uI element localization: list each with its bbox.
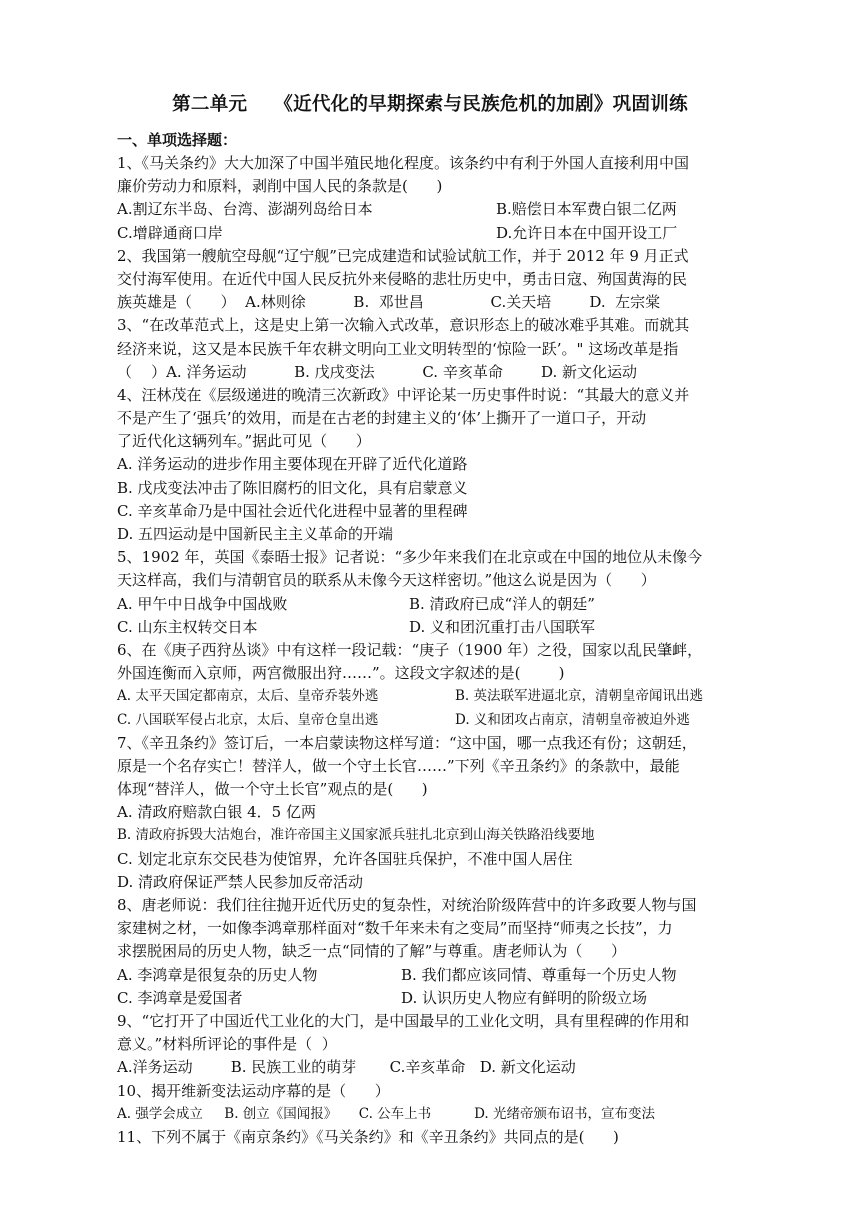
option-c: C. 李鸿章是爱国者 [117,988,243,1007]
question-stem: 9、“它打开了中国近代工业化的大门，是中国最早的工业化文明，具有里程碑的作用和 [117,1011,690,1030]
option-a: A. 李鸿章是很复杂的历史人物 [117,965,318,984]
question-stem: 7、《辛丑条约》签订后，一本启蒙读物这样写道：“这中国，哪一点我还有份；这朝廷， [117,733,697,752]
question-stem: 求摆脱困局的历史人物，缺乏一点“同情的了解”与尊重。唐老师认为（ ） [117,942,626,961]
question-stem: 5、1902 年，英国《泰晤士报》记者说：“多少年来我们在北京或在中国的地位从未像今 [117,548,703,567]
question-2 [117,245,757,315]
question-stem: 3、“在改革范式上，这是史上第一次输入式改革，意识形态上的破冰难乎其难。而就其 [117,316,690,335]
option-b: B. 清政府拆毁大沽炮台，准许帝国主义国家派兵驻扎北京到山海关铁路沿线要地 [117,827,595,844]
option-row [117,709,757,732]
question-stem: 原是一个名存实亡！替洋人，做一个守土长官……”下列《辛丑条约》的条款中，最能 [117,756,680,775]
option-c: C. 辛亥革命乃是中国社会近代化进程中显著的里程碑 [117,501,468,520]
option-c: C. 八国联军侵占北京，太后、皇帝仓皇出逃 [117,711,379,728]
question-stem: 体现“替洋人，做一个守土长官”观点的是( ) [117,780,428,799]
page-title: 第二单元 《近代化的早期探索与民族危机的加剧》巩固训练 [172,94,688,115]
question-stem: 4、汪林茂在《层级递进的晚清三次新政》中评论某一历史事件时说：“其最大的意义并 [117,385,690,404]
question-6 [117,639,757,732]
option-d: D. 义和团沉重打击八国联军 [409,617,596,636]
question-7 [117,732,757,894]
question-options: A. 强学会成立 B. 创立《国闻报》 C. 公车上书 D. 光绪帝颁布诏书，宣布变法 [117,1105,656,1122]
question-options: 族英雄是（ ） A.林则徐 B. 邓世昌 C.关天培 D. 左宗棠 [117,293,661,312]
question-stem: 经济来说，这又是本民族千年农耕文明向工业文明转型的‘惊险一跃’。" 这场改革是指 [117,339,679,358]
question-stem: 廉价劳动力和原料，剥削中国人民的条款是( ) [117,177,443,196]
question-3 [117,314,757,384]
option-row [117,616,757,639]
option-row [117,987,757,1010]
question-8 [117,894,757,1010]
option-row [117,685,757,708]
option-a: A. 清政府赔款白银 4．5 亿两 [117,803,316,822]
option-c: C.增辟通商口岸 [117,223,223,242]
question-stem: 10、揭开维新变法运动序幕的是（ ） [117,1081,390,1100]
option-b: B. 我们都应该同情、尊重每一个历史人物 [401,965,677,984]
option-b: B. 清政府已成“洋人的朝廷” [409,594,595,613]
option-b: B.赔偿日本军费白银二亿两 [496,200,677,219]
question-stem: 不是产生了‘强兵’的效用，而是在古老的封建主义的‘体’上撕开了一道口子，开动 [117,409,647,428]
question-stem: 8、唐老师说：我们往往抛开近代历史的复杂性，对统治阶级阵营中的许多政要人物与国 [117,896,697,914]
question-11 [117,1126,757,1149]
question-stem: 1、《马关条约》大大加深了中国半殖民地化程度。该条约中有利于外国人直接利用中国 [117,154,690,172]
question-stem: 了近代化这辆列车。”据此可见（ ） [117,432,371,451]
question-10 [117,1080,757,1126]
option-a: A. 洋务运动的进步作用主要体现在开辟了近代化道路 [117,455,468,474]
section-heading: 一、单项选择题： [117,131,238,149]
option-a: A. 甲午中日战争中国战败 [117,594,288,613]
option-row [117,198,757,221]
question-list [117,152,757,1149]
option-c: C. 划定北京东交民巷为使馆界，允许各国驻兵保护，不准中国人居住 [117,849,573,868]
question-options: A.洋务运动 B. 民族工业的萌芽 C.辛亥革命 D. 新文化运动 [117,1058,576,1077]
option-d: D. 认识历史人物应有鲜明的阶级立场 [401,988,648,1007]
option-c: C. 山东主权转交日本 [117,617,258,636]
option-row [117,222,757,245]
question-stem: 交付海军使用。在近代中国人民反抗外来侵略的悲壮历史中，勇击日寇、殉国黄海的民 [117,269,688,288]
question-stem: 外国连衡而入京师，两宫微服出狩……”。这段文字叙述的是( ) [117,664,565,683]
option-d: D.允许日本在中国开设工厂 [496,223,678,242]
question-stem: 意义。”材料所评论的事件是（ ） [117,1035,337,1054]
question-4 [117,384,757,546]
option-a: A. 太平天国定都南京，太后、皇帝乔装外逃 [117,688,379,705]
option-b: B. 英法联军进逼北京，清朝皇帝闻讯出逃 [455,688,704,705]
question-5 [117,546,757,639]
question-stem: 2、我国第一艘航空母舰“辽宁舰”已完成建造和试验试航工作，并于 2012 年 9 月正式 [117,246,689,265]
option-d: D. 五四运动是中国新民主主义革命的开端 [117,525,394,543]
option-row [117,964,757,987]
question-9 [117,1010,757,1080]
option-d: D. 义和团攻占南京，清朝皇帝被迫外逃 [455,711,690,728]
question-stem: 6、在《庚子西狩丛谈》中有这样一段记载：“庚子（1900 年）之役，国家以乱民肇衅， [117,640,703,659]
question-options: （ ）A. 洋务运动 B. 戊戌变法 C. 辛亥革命 D. 新文化运动 [117,362,638,381]
question-stem: 11、下列不属于《南京条约》《马关条约》和《辛丑条约》共同点的是( ) [117,1127,619,1146]
option-d: D. 清政府保证严禁人民参加反帝活动 [117,872,364,891]
question-1 [117,152,757,245]
option-a: A.割辽东半岛、台湾、澎湖列岛给日本 [117,200,373,219]
option-b: B. 戊戌变法冲击了陈旧腐朽的旧文化，具有启蒙意义 [117,478,468,497]
question-stem: 天这样高，我们与清朝官员的联系从未像今天这样密切。”他这么说是因为（ ） [117,571,656,590]
option-row [117,593,757,616]
question-stem: 家建树之材，一如像李鸿章那样面对“数千年来未有之变局”而坚持“师夷之长技”，力 [117,919,673,938]
